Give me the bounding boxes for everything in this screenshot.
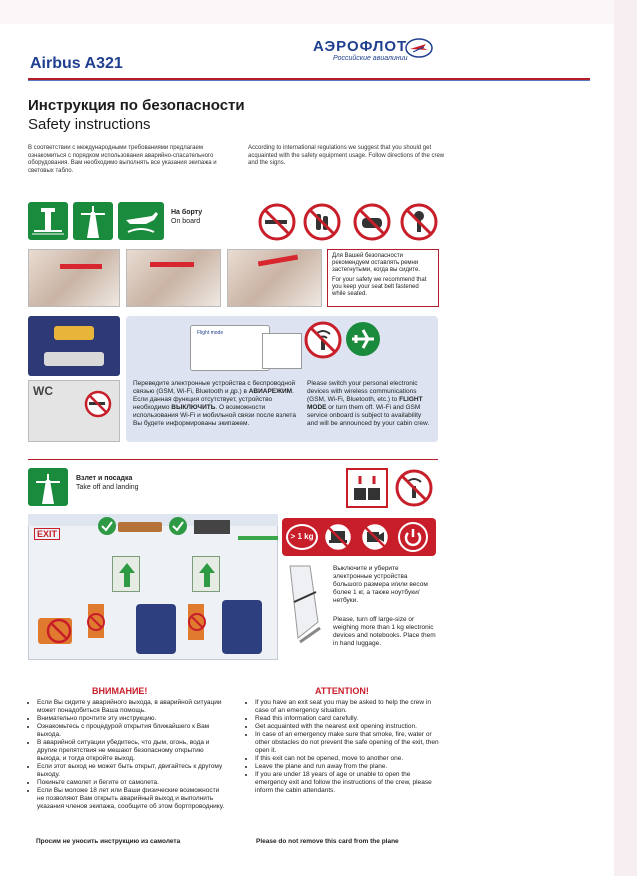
seatbelt-note bbox=[327, 249, 439, 307]
tablet-device-icon bbox=[190, 325, 270, 371]
exit-sign: EXIT bbox=[34, 528, 60, 540]
tighten-arrow bbox=[150, 262, 194, 267]
seatbelt-fasten-photo bbox=[28, 249, 120, 307]
list-item: • If this exit can not be opened, move to another one. bbox=[255, 755, 442, 763]
camera-icon bbox=[194, 520, 230, 534]
devices-ru-post: . О возможности использования Wi-Fi и мобильной связи после взлета Вы будете информированы экипажем. bbox=[133, 404, 296, 427]
attention-title-ru: ВНИМАНИЕ! bbox=[92, 686, 148, 696]
title-english: Safety instructions bbox=[28, 116, 151, 133]
intro-russian: В соответствии с международными требованиями предлагаем ознакомиться с порядком использования аварийно-спасательного оборудования. Вам необходимо выполнять все указания экипажа и световых табло. bbox=[28, 145, 217, 174]
seatbelt-tighten-photo bbox=[126, 249, 221, 307]
seatbelt-note-en: For your safety we recommend that you keep your seat belt fastened while seated. bbox=[332, 277, 427, 297]
airline-logo-text: АЭРОФЛОТ bbox=[313, 38, 408, 55]
seatbelt-note-ru: Для Вашей безопасности рекомендуем оставлять ремни застегнутыми, когда вы сидите. bbox=[332, 253, 420, 273]
no-laptop-icon bbox=[322, 521, 354, 553]
list-item: • В аварийной ситуации убедитесь, что дым, огонь, вода и другие препятствия не мешают безопасному открытию выхода, и тогда откройте выход. bbox=[37, 739, 228, 763]
no-radio-transmitter-icon bbox=[399, 202, 439, 242]
devices-ru-mid: . Если данная функция отсутствует, устройство необходимо bbox=[133, 388, 294, 411]
lavatory-panel bbox=[28, 380, 120, 442]
airplane-taxi-icon bbox=[118, 202, 164, 240]
devices-ru-mode: АВИАРЕЖИМ bbox=[248, 388, 293, 395]
scan-top-margin bbox=[0, 0, 637, 24]
onboard-label-en: On board bbox=[171, 218, 201, 225]
devices-en-post: or turn them off. Wi-Fi and GSM service onboard is subject to availability and will be announced by your cabin crew. bbox=[307, 404, 430, 427]
passenger-seat bbox=[222, 600, 262, 654]
header-rule-blue bbox=[28, 80, 590, 81]
large-devices-note-en: Please, turn off large-size or weighing more than 1 kg electronic devices and notebooks. Place them in hand luggage. bbox=[333, 616, 436, 647]
no-alcohol-icon bbox=[302, 202, 342, 242]
seatbelt-buckle-icon bbox=[44, 352, 104, 366]
check-icon bbox=[168, 516, 188, 536]
no-baggage-aisle-icon bbox=[46, 618, 72, 644]
title-russian: Инструкция по безопасности bbox=[28, 97, 245, 114]
seatbelt-required-icon bbox=[346, 468, 388, 508]
no-wireless-icon bbox=[303, 320, 343, 360]
seatbelt-sign-panel bbox=[28, 316, 120, 376]
takeoff-runway-icon bbox=[28, 468, 68, 506]
devices-text-ru bbox=[133, 380, 301, 428]
intro-english: According to international regulations we suggest that you should get acquainted with the safety equipment usage. Follow directions of the crew and the signs. bbox=[248, 145, 445, 166]
no-wireless-takeoff-icon bbox=[394, 468, 434, 508]
window-shade-up-icon bbox=[192, 556, 220, 592]
takeoff-label-en: Take off and landing bbox=[76, 484, 139, 491]
list-item: • Внимательно прочтите эту инструкцию. bbox=[37, 715, 228, 723]
devices-en-pre: Please switch your personal electronic devices with wireless communications (GSM, Wi-Fi, Bluetooth, etc.) to bbox=[307, 380, 418, 403]
no-gaming-devices-icon bbox=[352, 202, 392, 242]
attention-list-ru bbox=[28, 699, 228, 811]
takeoff-section-rule bbox=[28, 459, 438, 460]
takeoff-label-ru: Взлет и посадка bbox=[76, 475, 133, 482]
list-item: • If you have an exit seat you may be asked to help the crew in case of an emergency situation. bbox=[255, 699, 442, 715]
wc-label: WC bbox=[33, 384, 53, 398]
no-smoking-icon bbox=[257, 202, 297, 242]
list-item: • Get acquainted with the nearest exit opening instruction. bbox=[255, 723, 442, 731]
list-item: • Если Вы сидите у аварийного выхода, в аварийной ситуации может понадобиться Ваша помощь. bbox=[37, 699, 228, 715]
devices-text-en bbox=[307, 380, 433, 428]
tower-icon bbox=[28, 202, 68, 240]
window-shade-up-icon bbox=[112, 556, 140, 592]
devices-en-mode: FLIGHT MODE bbox=[307, 396, 423, 411]
list-item: • Если Вы моложе 18 лет или Ваши физические возможности не позволяют Вам открыть аварийный выход и выполнить указания членов экипажа, сообщите об этом бортпроводнику. bbox=[37, 787, 228, 811]
laptop-device-icon bbox=[262, 333, 302, 369]
check-icon bbox=[97, 516, 117, 536]
flight-mode-screen-label: Flight mode bbox=[197, 330, 224, 336]
list-item: • If you are under 18 years of age or unable to open the emergency exit and follow the instructions of the crew, please inform the cabin attendants. bbox=[255, 771, 442, 795]
aircraft-model: Airbus A321 bbox=[30, 55, 123, 72]
airline-logo-icon bbox=[404, 36, 434, 60]
fasten-arrow bbox=[60, 264, 102, 269]
airplane-mode-icon bbox=[344, 320, 382, 358]
no-smoking-lavatory-icon bbox=[83, 389, 113, 419]
seatback-tray-illustration bbox=[280, 562, 326, 646]
attention-title-en: ATTENTION! bbox=[315, 686, 369, 696]
list-item: • Ознакомьтесь с процедурой открытия ближайшего к Вам выхода. bbox=[37, 723, 228, 739]
no-video-camera-icon bbox=[359, 521, 391, 553]
keep-card-notice-ru: Просим не уносить инструкцию из самолета bbox=[36, 838, 181, 845]
scan-right-margin bbox=[614, 0, 637, 876]
no-bag-aisle-icon bbox=[86, 612, 106, 632]
weight-limit-badge: > 1 kg bbox=[286, 524, 318, 550]
large-devices-note-ru: Выключите и уберите электронные устройства большого размера и/или весом более 1 кг, а также ноутбуки/нетбуки. bbox=[333, 565, 428, 604]
bag-icon bbox=[118, 522, 162, 532]
devices-ru-pre: Переведите электронные устройства с беспроводной связью (GSM, Wi-Fi, Bluetooth и др.) в bbox=[133, 380, 296, 395]
passenger-seat bbox=[136, 604, 176, 654]
runway-icon bbox=[73, 202, 113, 240]
keep-card-notice-en: Please do not remove this card from the plane bbox=[256, 838, 399, 845]
list-item: • Read this information card carefully. bbox=[255, 715, 442, 723]
list-item: • Покиньте самолет и бегите от самолета. bbox=[37, 779, 228, 787]
list-item: • Leave the plane and run away from the plane. bbox=[255, 763, 442, 771]
no-bag-legroom-icon bbox=[187, 612, 207, 632]
list-item: • Если этот выход не может быть открыт, двигайтесь к другому выходу. bbox=[37, 763, 228, 779]
list-item: • In case of an emergency make sure that smoke, fire, water or other obstacles do not prevent the safe opening of the exit, then open it. bbox=[255, 731, 442, 755]
stow-arrow bbox=[238, 536, 278, 540]
attention-list-en bbox=[246, 699, 442, 795]
devices-ru-off: ВЫКЛЮЧИТЬ bbox=[171, 404, 216, 411]
airline-logo-subtitle: Российские авиалинии bbox=[333, 55, 408, 62]
seatbelt-sign-icon bbox=[54, 326, 94, 340]
onboard-label-ru: На борту bbox=[171, 209, 203, 216]
power-off-icon bbox=[397, 521, 429, 553]
